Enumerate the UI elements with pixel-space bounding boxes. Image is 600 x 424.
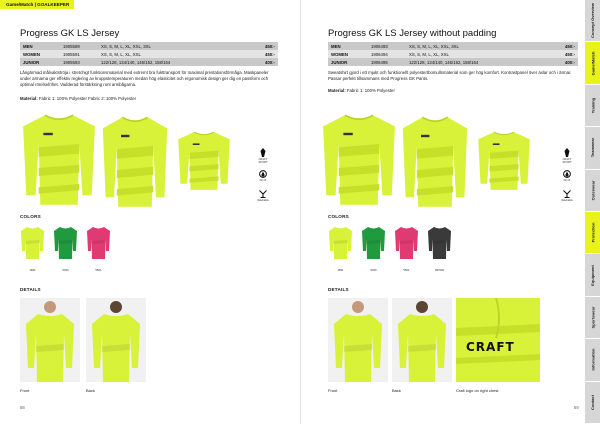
swatch-code: 5030: [62, 268, 69, 272]
jersey-women-image: [400, 114, 470, 210]
details-heading: DETAILS: [20, 287, 41, 292]
price-row: [328, 42, 578, 50]
jersey-women-image: [100, 114, 170, 210]
color-swatch: [328, 226, 353, 272]
price-value: 450:-: [248, 50, 278, 58]
nav-tab-outerwear[interactable]: [585, 170, 600, 212]
size-range: XS, S, M, L, XL, XXL, 3XL: [406, 42, 548, 50]
swatch-code: 997000: [434, 268, 445, 272]
nav-tab-game-match[interactable]: [585, 42, 600, 84]
price-row: [20, 50, 278, 58]
section-tag: Game/Match | GOALKEEPER: [0, 0, 74, 9]
details-heading: DETAILS: [328, 287, 349, 292]
color-swatch: [20, 226, 45, 272]
material-line: [20, 96, 136, 101]
size-range: XS, S, M, L, XL, XXL: [406, 50, 548, 58]
dry-icon: Dry fit: [256, 170, 270, 182]
nav-tab-label: Protection: [590, 222, 595, 243]
detail-caption: Craft logo on right chest: [456, 388, 499, 393]
article-number: 1905593: [60, 58, 98, 66]
detail-back-image: [392, 298, 452, 382]
price-value: 400:-: [548, 58, 578, 66]
detail-logo-image: [456, 298, 540, 382]
swatch-jersey-image: [361, 226, 386, 260]
article-number: 1906494: [368, 50, 406, 58]
size-range: 122/128, 134/140, 146/152, 158/164: [406, 58, 548, 66]
price-value: 450:-: [248, 42, 278, 50]
nav-tab-label: Outerwear: [590, 180, 596, 201]
size-range: XS, S, M, L, XL, XXL, 3XL: [98, 42, 248, 50]
price-table: [20, 42, 278, 66]
detail-caption: Front: [20, 388, 30, 393]
detail-caption: Front: [328, 388, 338, 393]
price-value: 450:-: [548, 42, 578, 50]
price-segment: WOMEN: [20, 50, 60, 58]
swatch-code: 1851: [337, 268, 344, 272]
price-segment: JUNIOR: [20, 58, 60, 66]
material-label: Material:: [20, 96, 38, 101]
swatch-jersey-image: [20, 226, 45, 260]
jersey-junior-image: [176, 130, 232, 192]
nav-tab-label: Sportswear: [590, 306, 596, 329]
article-number: 1906493: [368, 42, 406, 50]
swatch-code: 5030: [370, 268, 377, 272]
product-description: Långärmad målvaktströja i stretchigt funktionsmaterial med extremt bra fukttransport för maximal prestationsförmåga. Maskpaneler under armarna ger effektiv reglering av kroppstemperaturen medan hög elasticitet och ergonomisk design ger dig en passform och optimal rörelsefrihet. Vadderad förstärkning runt armbågarna.: [20, 70, 269, 88]
nav-tab-equipment[interactable]: [585, 254, 600, 296]
craft-logo-text: CRAFT: [466, 340, 515, 354]
product-title: Progress GK LS Jersey: [20, 28, 120, 39]
dry-icon: Dry fit: [560, 170, 574, 182]
nav-tab-label: Game/Match: [590, 51, 596, 75]
material-value: Fabric 1: 100% Polyester: [346, 88, 395, 93]
price-row: [20, 42, 278, 50]
side-navigation: [585, 0, 600, 424]
nav-tab-concept-overview[interactable]: [585, 0, 600, 42]
jersey-men-image: [20, 112, 98, 208]
article-number: 1906495: [368, 58, 406, 66]
detail-back: [86, 298, 146, 393]
detail-back: [392, 298, 452, 393]
swatch-jersey-image: [328, 226, 353, 260]
page-gutter: [300, 0, 301, 424]
material-line: [328, 88, 395, 93]
swatch-jersey-image: [53, 226, 78, 260]
detail-front-image: [328, 298, 388, 382]
colors-heading: COLORS: [20, 214, 41, 219]
washable-icon: Washable: [256, 190, 270, 202]
article-number: 1905591: [60, 50, 98, 58]
size-range: XS, S, M, L, XL, XXL: [98, 50, 248, 58]
material-value: Fabric 1: 100% Polyester Fabric 2: 100% Polyester: [38, 96, 137, 101]
material-label: Material:: [328, 88, 346, 93]
detail-logo-closeup: [456, 298, 540, 393]
color-swatch: [86, 226, 111, 272]
detail-front: [20, 298, 80, 393]
page-number: 68: [20, 405, 25, 410]
price-segment: MEN: [328, 42, 368, 50]
product-description: Sweatshirt gjord i ett mjukt och funktionellt polyestertbomullsmaterial som ger hög komfort. Kontrastpanel över axlar och i ärmar. Passar perfekt tillsammans med Progress GK Pants.: [328, 70, 572, 82]
nav-tab-label: Training: [590, 97, 595, 114]
page-number: 69: [574, 405, 579, 410]
color-swatch: [427, 226, 452, 272]
color-swatch: [361, 226, 386, 272]
jersey-junior-image: [476, 130, 532, 192]
price-segment: JUNIOR: [328, 58, 368, 66]
article-number: 1905589: [60, 42, 98, 50]
nav-tab-teamwear[interactable]: [585, 127, 600, 169]
price-segment: MEN: [20, 42, 60, 50]
price-value: 400:-: [248, 58, 278, 66]
swatch-jersey-image: [86, 226, 111, 260]
nav-tab-label: Contact: [589, 394, 595, 410]
nav-tab-information[interactable]: [585, 339, 600, 381]
detail-front: [328, 298, 388, 393]
colors-heading: COLORS: [328, 214, 349, 219]
color-swatch: [53, 226, 78, 272]
detail-front-image: [20, 298, 80, 382]
swatch-jersey-image: [394, 226, 419, 260]
nav-tab-contact[interactable]: [585, 382, 600, 424]
nav-tab-label: Teamwear: [590, 138, 595, 158]
nav-tab-label: Information: [590, 348, 595, 371]
size-range: 122/128, 134/140, 146/152, 158/164: [98, 58, 248, 66]
detail-back-image: [86, 298, 146, 382]
jersey-men-image: [320, 112, 398, 208]
craft-logo-icon: CRAFT SPORT: [560, 148, 574, 164]
swatch-code: 5501: [95, 268, 102, 272]
price-segment: WOMEN: [328, 50, 368, 58]
swatch-jersey-image: [427, 226, 452, 260]
price-row: [20, 58, 278, 66]
price-row: [328, 58, 578, 66]
price-table: [328, 42, 578, 66]
detail-caption: Back: [392, 388, 401, 393]
nav-tab-training[interactable]: [585, 85, 600, 127]
swatch-code: 1851: [29, 268, 36, 272]
color-swatch: [394, 226, 419, 272]
swatch-code: 5501: [403, 268, 410, 272]
craft-logo-icon: CRAFT SPORT: [256, 148, 270, 164]
nav-tab-label: Equipment: [590, 264, 596, 286]
washable-icon: Washable: [560, 190, 574, 202]
nav-tab-sportswear[interactable]: [585, 297, 600, 339]
price-row: [328, 50, 578, 58]
nav-tab-protection[interactable]: [585, 212, 600, 254]
product-title: Progress GK LS Jersey without padding: [328, 28, 497, 39]
nav-tab-label: Concept Overview: [590, 3, 595, 39]
detail-caption: Back: [86, 388, 95, 393]
price-value: 450:-: [548, 50, 578, 58]
right-page: [308, 0, 584, 424]
